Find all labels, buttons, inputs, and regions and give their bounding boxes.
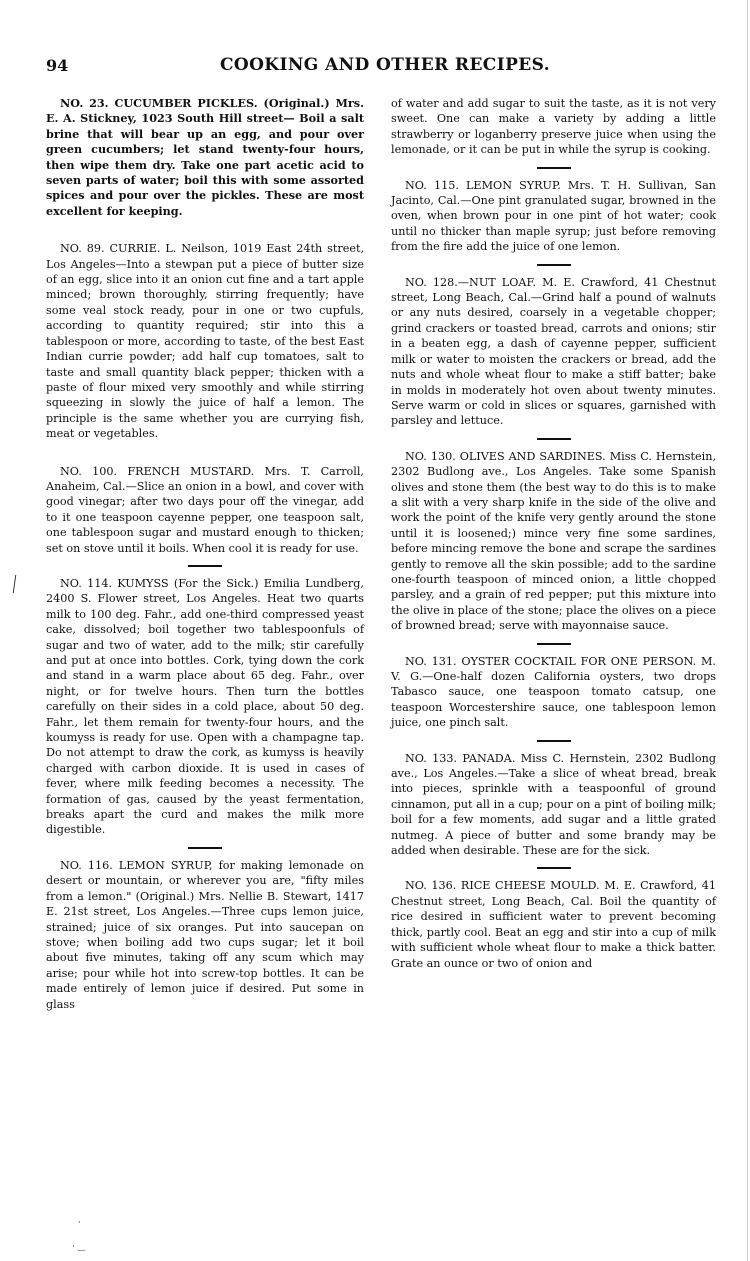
recipe-text: NO. 136. RICE CHEESE MOULD. M. E. Crawford, 41 Chestnut street, Long Beach, Cal. Boil the quantity of rice desired in sufficient water to prevent becoming thick, partly cool. Beat an egg and stir into a cup of milk with sufficient whole wheat flour to make a thick batter. Grate an ounce or two of onion and [391,879,716,970]
section-divider [537,867,571,869]
recipe-text: NO. 23. CUCUMBER PICKLES. (Original.) Mrs. E. A. Stickney, 1023 South Hill street— Boil a salt brine that will bear up an egg, and pour over green cucumbers; let stand twenty-four hours, then wipe them dry. Take one part acetic acid to seven parts of water; boil this with some assorted spices and pour over the pickles. These are most excellent for keeping. [46,96,364,218]
section-divider [188,565,222,567]
recipe-oyster-cocktail [391,654,716,731]
recipe-text: NO. 116. LEMON SYRUP, for making lemonade on desert or mountain, or wherever you are, "fifty miles from a lemon." (Original.) Mrs. Nellie B. Stewart, 1417 E. 21st street, Los Angeles.—Three cups lemon juice, strained; juice of six oranges. Put into saucepan on stove; when boiling add two cups sugar; let it boil about five minutes, taking off any scum which may arise; pour while hot into screw-top bottles. It can be made entirely of lemon juice if desired. Put some in glass [46,858,364,1011]
recipe-cucumber-pickles [46,96,364,219]
scan-edge-line [747,0,748,1261]
scan-speck: · ‿ [72,1242,85,1252]
recipe-olives-and-sardines [391,449,716,634]
recipe-text: NO. 130. OLIVES AND SARDINES. Miss C. Hernstein, 2302 Budlong ave., Los Angeles. Take some Spanish olives and stone them (the best way to do this is to make a slit with a very sharp knife in the side of the olive and work the point of the knife very gently around the stone until it is loosened;) mince very fine some sardines, before mincing remove the bone and scrape the sardines gently to remove all the skin possible; add to the sardine one-fourth teaspoon of minced onion, a little chopped parsley, and a grain of red pepper; put this mixture into the olive in place of the stone; place the olives on a piece of browned bread; serve with mayonnaise sauce. [391,449,716,633]
spacer [46,219,364,241]
page-number: 94 [46,56,69,75]
recipe-text: NO. 114. KUMYSS (For the Sick.) Emilia Lundberg, 2400 S. Flower street, Los Angeles. Heat two quarts milk to 100 deg. Fahr., add one-third compressed yeast cake, dissolved; boil together two tablespoonfuls of sugar and two of water, add to the milk; stir carefully and put at once into bottles. Cork, tying down the cork and stand in a warm place about 65 deg. Fahr., over night, or for twelve hours. Then turn the bottles carefully on their sides in a cold place, about 50 deg. Fahr., let them remain for twenty-four hours, and the koumyss is ready for use. Open with a champagne tap. Do not attempt to draw the cork, as kumyss is heavily charged with carbon dioxide. It is used in cases of fever, where milk feeding becomes a necessity. The formation of gas, caused by the yeast fermentation, breaks apart the curd and makes the milk more digestible. [46,576,364,837]
spacer [46,442,364,464]
section-divider [537,264,571,266]
recipe-kumyss [46,576,364,838]
section-divider [537,438,571,440]
page-title: COOKING AND OTHER RECIPES. [219,55,551,75]
recipe-rice-cheese-mould [391,878,716,970]
recipe-text: NO. 115. LEMON SYRUP. Mrs. T. H. Sullivan, San Jacinto, Cal.—One pint granulated sugar, browned in the oven, when brown pour in one pint of hot water; cook until no thicker than maple syrup; just before removing from the fire add the juice of one lemon. [391,178,716,254]
recipe-nut-loaf [391,275,716,429]
recipe-text: NO. 89. CURRIE. L. Neilson, 1019 East 24th street, Los Angeles—Into a stewpan put a piece of butter size of an egg, slice into it an onion cut fine and a tart apple minced; brown thoroughly, stirring frequently; have some veal stock ready, pour in one or two cupfuls, according to quantity required; stir into this a tablespoon or more, according to taste, of the best East Indian currie powder; add half cup tomatoes, salt to taste and small quantity black pepper; thicken with a paste of flour mixed very smoothly and while stirring squeezing in slowly the juice of half a lemon. The principle is the same whether you are currying fish, meat or vegetables. [46,242,364,441]
section-divider [537,167,571,169]
left-column [46,96,364,1012]
section-divider [537,643,571,645]
recipe-text: NO. 128.—NUT LOAF. M. E. Crawford, 41 Chestnut street, Long Beach, Cal.—Grind half a pound of walnuts or any nuts desired, coarsely in a vegetable chopper; grind crackers or toasted bread, carrots and onions; stir in a beaten egg, a dash of cayenne pepper, sufficient milk or water to moisten the crackers or bread, add the nuts and whole wheat flour to make a stiff batter; bake in molds in moderately hot oven about twenty minutes. Serve warm or cold in slices or squares, garnished with parsley and lettuce. [391,275,716,428]
recipe-text: NO. 131. OYSTER COCKTAIL FOR ONE PERSON. M. V. G.—One-half dozen California oysters, two drops Tabasco sauce, one teaspoon tomato catsup, one teaspoon Worcestershire sauce, one tablespoon lemon juice, one pinch salt. [391,654,716,730]
recipe-panada [391,751,716,859]
scan-speck: · [78,1218,81,1228]
recipe-lemon-syrup-116 [46,858,364,1012]
margin-mark [13,575,25,593]
section-divider [188,847,222,849]
recipe-currie [46,241,364,441]
right-column [391,96,716,971]
recipe-lemon-syrup-115 [391,178,716,255]
recipe-lemon-syrup-116-continued [391,96,716,158]
section-divider [537,740,571,742]
recipe-french-mustard [46,464,364,556]
recipe-text: NO. 133. PANADA. Miss C. Hernstein, 2302 Budlong ave., Los Angeles.—Take a slice of wheat bread, break into pieces, sprinkle with a teaspoonful of ground cinnamon, put all in a cup; pour on a pint of boiling milk; boil for a few moments, add sugar and a little grated nutmeg. A piece of butter and some brandy may be added when desirable. These are for the sick. [391,751,716,858]
recipe-text: NO. 100. FRENCH MUSTARD. Mrs. T. Carroll, Anaheim, Cal.—Slice an onion in a bowl, and cover with good vinegar; after two days pour off the vinegar, add to it one teaspoon cayenne pepper, one teaspoon salt, one tablespoon sugar and mustard enough to thicken; set on stove until it boils. When cool it is ready for use. [46,464,364,555]
recipe-text: of water and add sugar to suit the taste, as it is not very sweet. One can make a variety by adding a little strawberry or loganberry preserve juice when using the lemonade, or it can be put in while the syrup is cooking. [391,97,716,157]
